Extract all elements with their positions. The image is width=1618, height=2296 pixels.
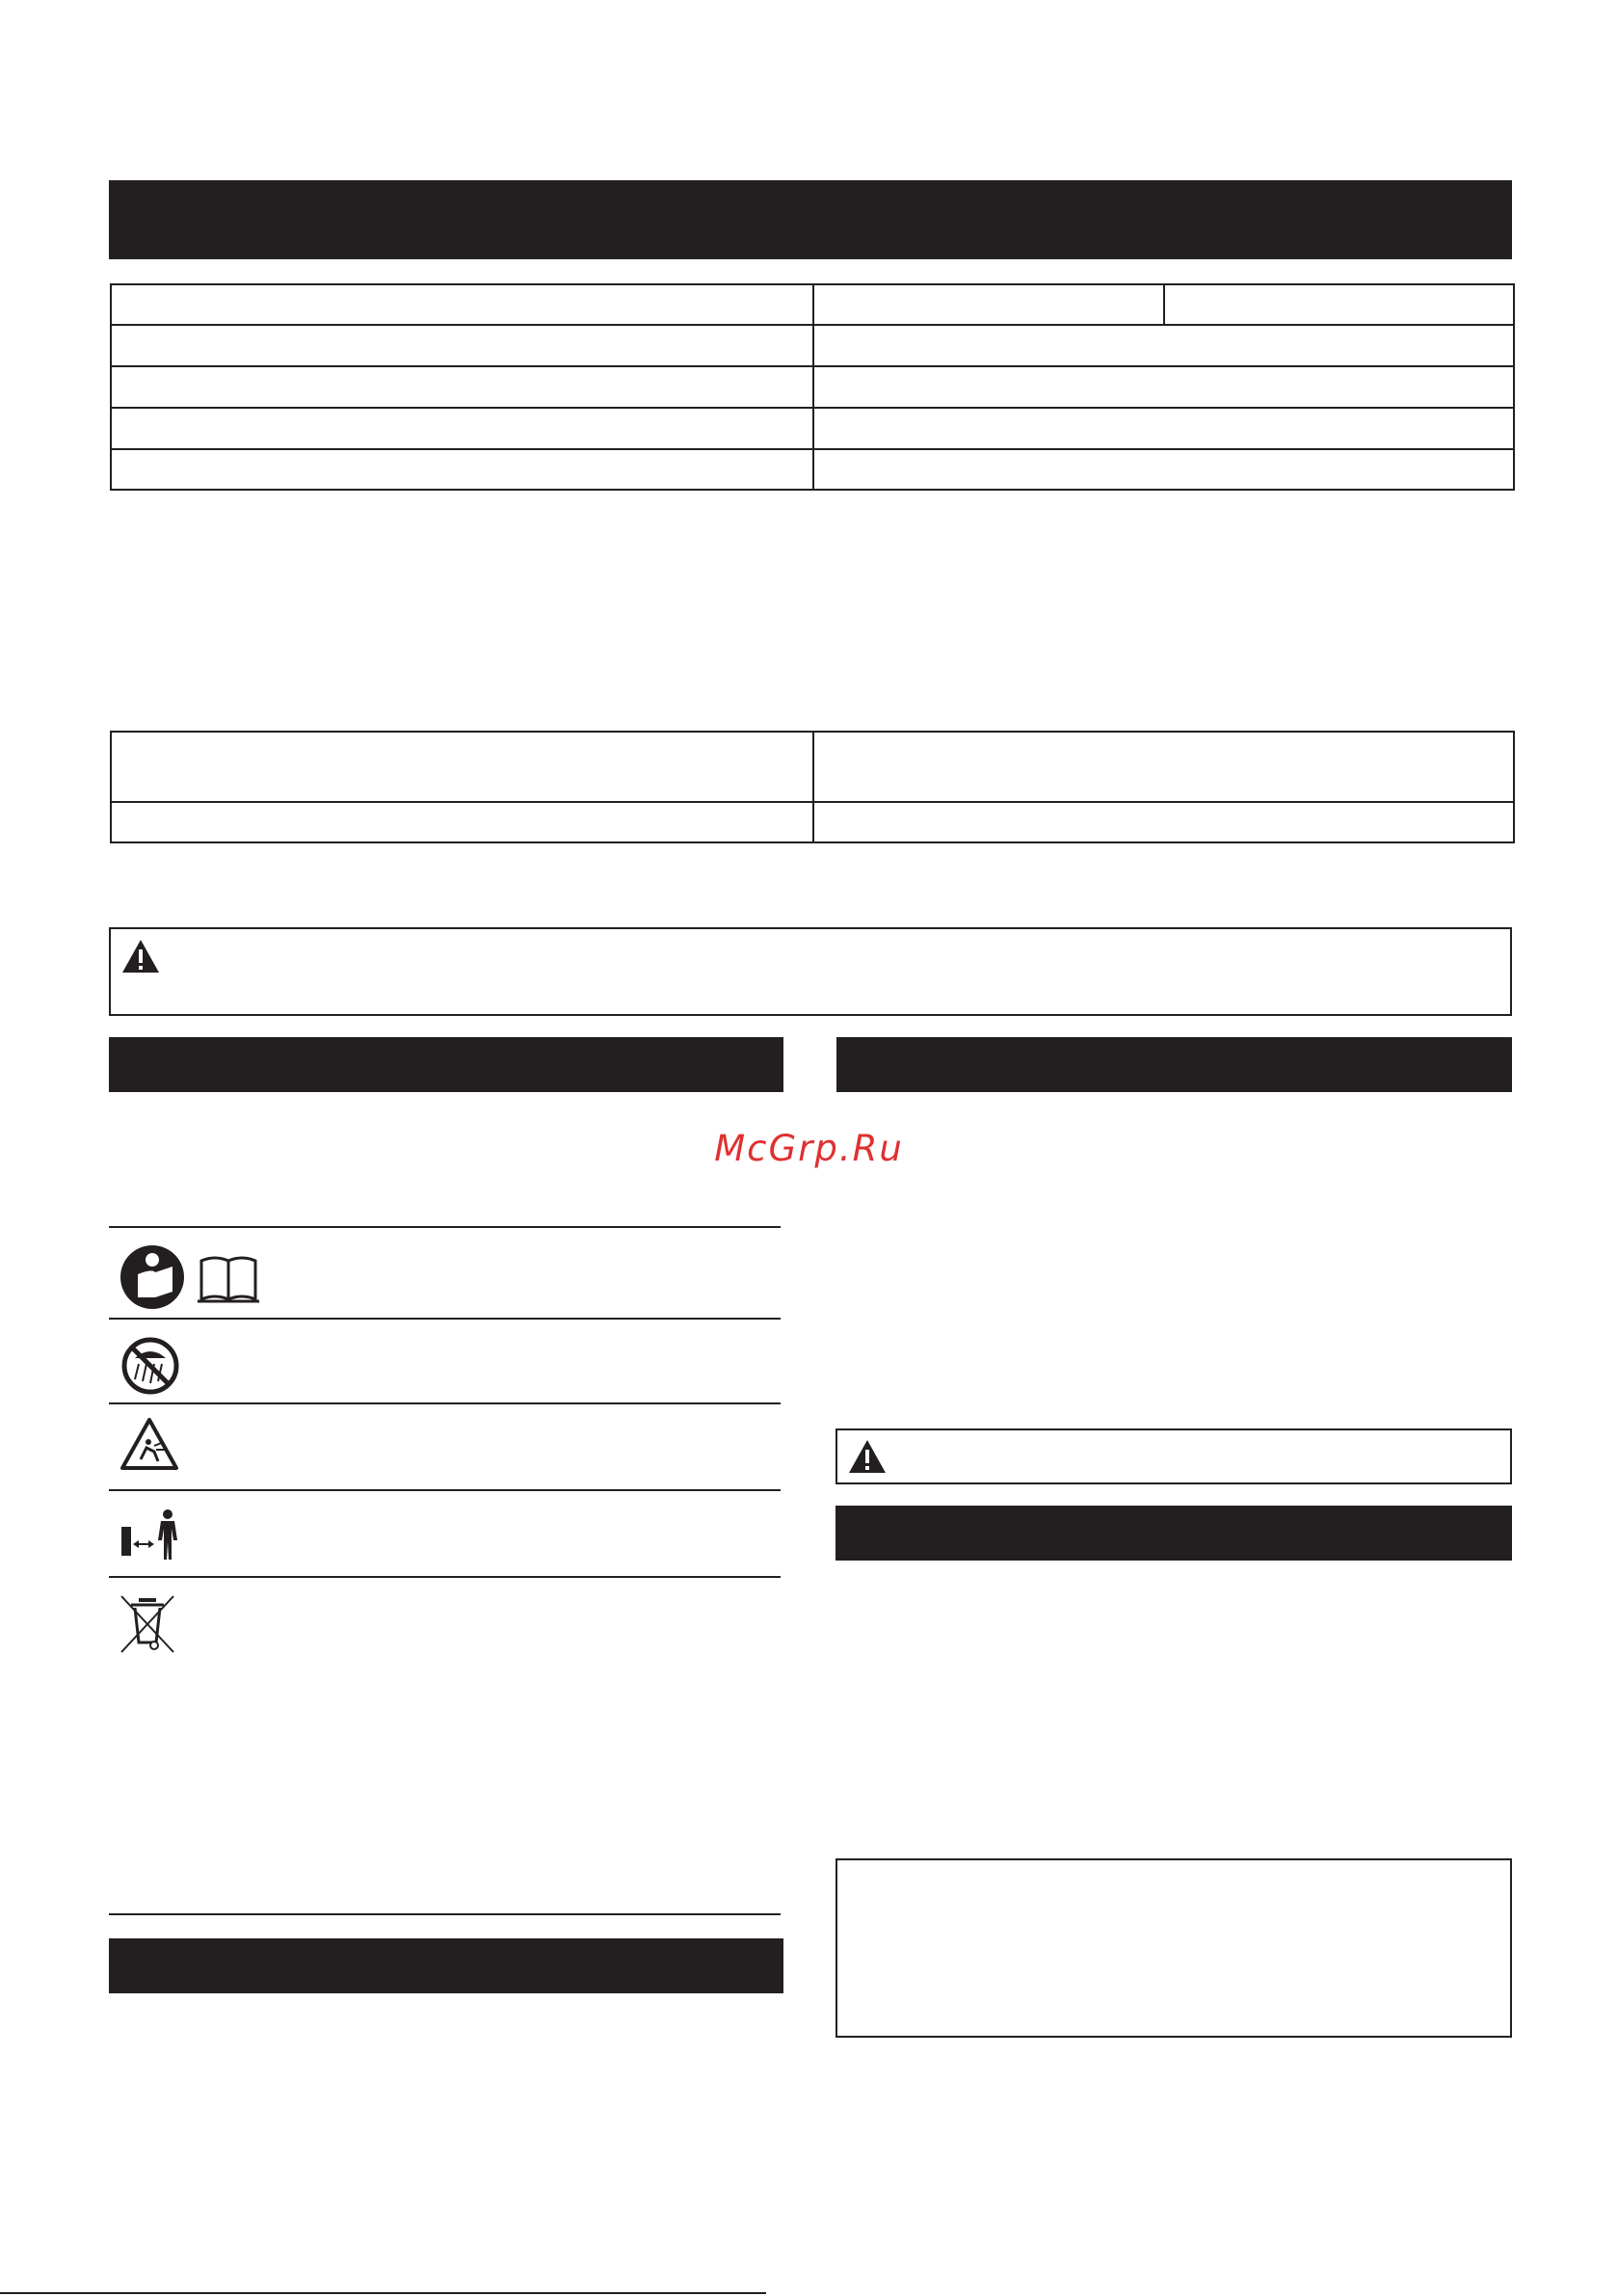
left-section-bar (109, 1037, 783, 1092)
table-row (111, 325, 1514, 366)
read-manual-icon (119, 1243, 253, 1311)
symbols-top-rule (109, 1226, 781, 1228)
right-lower-section-bar (836, 1506, 1512, 1561)
symbols-rule-2 (109, 1402, 781, 1404)
table-row (111, 366, 1514, 408)
second-table (110, 731, 1515, 843)
crossed-out-wheelie-bin-icon (119, 1594, 175, 1654)
header-bar (109, 180, 1512, 259)
symbols-rule-3 (109, 1489, 781, 1491)
right-section-bar (836, 1037, 1512, 1092)
table-row (111, 284, 1514, 325)
left-lower-section-bar (109, 1938, 783, 1993)
right-note-box (836, 1858, 1512, 2038)
keep-bystanders-away-icon (119, 1508, 181, 1562)
table-row (111, 449, 1514, 490)
do-not-expose-to-rain-icon (121, 1337, 179, 1395)
symbols-rule-1 (109, 1318, 781, 1320)
specifications-table (110, 283, 1515, 491)
table-row (111, 732, 1514, 802)
table-row (111, 408, 1514, 449)
watermark: McGrp.Ru (714, 1128, 904, 1169)
warning-triangle-icon (848, 1439, 887, 1474)
bottom-edge-rule (0, 2292, 766, 2294)
right-warning-box (836, 1428, 1512, 1484)
thrown-objects-hazard-icon (119, 1417, 179, 1471)
warning-box (109, 927, 1512, 1016)
warning-triangle-icon (121, 939, 160, 974)
symbols-rule-4 (109, 1576, 781, 1578)
table-row (111, 802, 1514, 842)
symbols-bottom-rule (109, 1913, 781, 1915)
